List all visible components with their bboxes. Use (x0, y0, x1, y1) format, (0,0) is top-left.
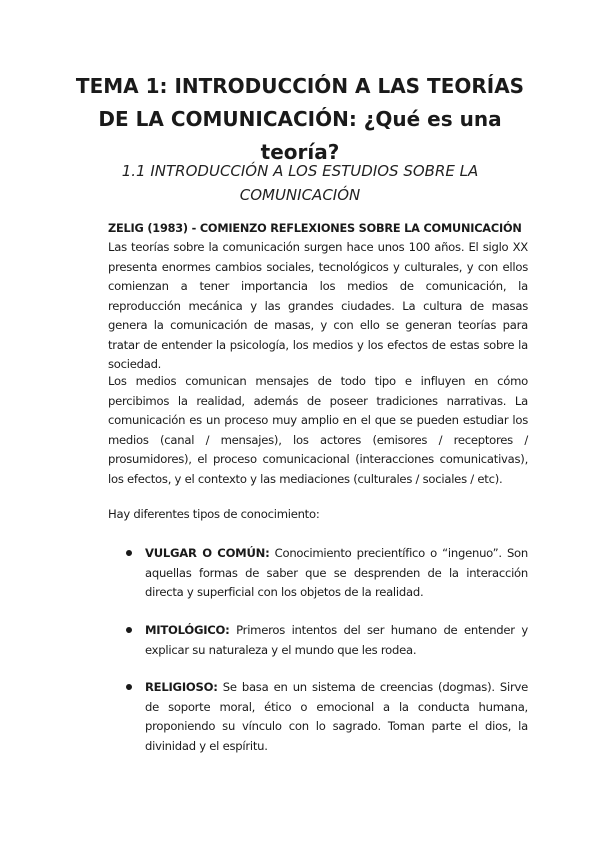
list-item-text (145, 621, 528, 660)
bullet-list (108, 544, 528, 603)
section-subtitle: 1.1 INTRODUCCIÓN A LOS ESTUDIOS SOBRE LA COMUNICACIÓN (121, 162, 479, 204)
bullet-dot-icon (126, 684, 132, 690)
term-label: MITOLÓGICO: (145, 623, 230, 637)
term-label: VULGAR O COMÚN: (145, 546, 270, 560)
bullet-list (108, 621, 528, 660)
bullet-dot-icon (126, 627, 132, 633)
document-title: TEMA 1: INTRODUCCIÓN A LAS TEORÍAS DE LA COMUNICACIÓN: ¿Qué es una teoría? (75, 74, 525, 164)
paragraph: Hay diferentes tipos de conocimiento: (108, 507, 320, 521)
term-description: Primeros intentos del ser humano de entender y explicar su naturaleza y el mundo que les rodea. (145, 623, 529, 657)
term-description: Conocimiento precientífico o “ingenuo”. Son aquellas formas de saber que se desprenden de la interacción directa y superficial con los objetos de la realidad. (145, 546, 528, 599)
list-item (108, 544, 528, 603)
list-item-text (145, 678, 528, 756)
term-label: RELIGIOSO: (145, 680, 218, 694)
section-heading: ZELIG (1983) - COMIENZO REFLEXIONES SOBRE LA COMUNICACIÓN (108, 222, 522, 235)
list-item-text (145, 544, 528, 603)
list-item (108, 678, 528, 756)
bullet-list (108, 678, 528, 756)
paragraph: Los medios comunican mensajes de todo tipo e influyen en cómo percibimos la realidad, además de poseer tradiciones narrativas. La comunicación es un proceso muy amplio en el que se pueden estudiar los medios (canal / mensajes), los actores (emisores / receptores / prosumidores), el proceso comunicacional (interacciones comunicativas), los efectos, y el contexto y las mediaciones (culturales / sociales / etc). (108, 374, 528, 486)
list-item (108, 621, 528, 660)
bullet-dot-icon (126, 550, 132, 556)
paragraph: Las teorías sobre la comunicación surgen hace unos 100 años. El siglo XX presenta enormes cambios sociales, tecnológicos y culturales, y con ellos comienzan a tener importancia los medios de comunicación, la reproducción mecánica y las grandes ciudades. La cultura de masas genera la comunicación de masas, y con ello se generan teorías para tratar de entender la psicología, los medios y los efectos de estas sobre la sociedad. (108, 240, 528, 371)
term-description: Se basa en un sistema de creencias (dogmas). Sirve de soporte moral, ético o emocional a la conducta humana, proponiendo su vínculo con lo sagrado. Toman parte el dios, la divinidad y el espíritu. (145, 680, 528, 753)
